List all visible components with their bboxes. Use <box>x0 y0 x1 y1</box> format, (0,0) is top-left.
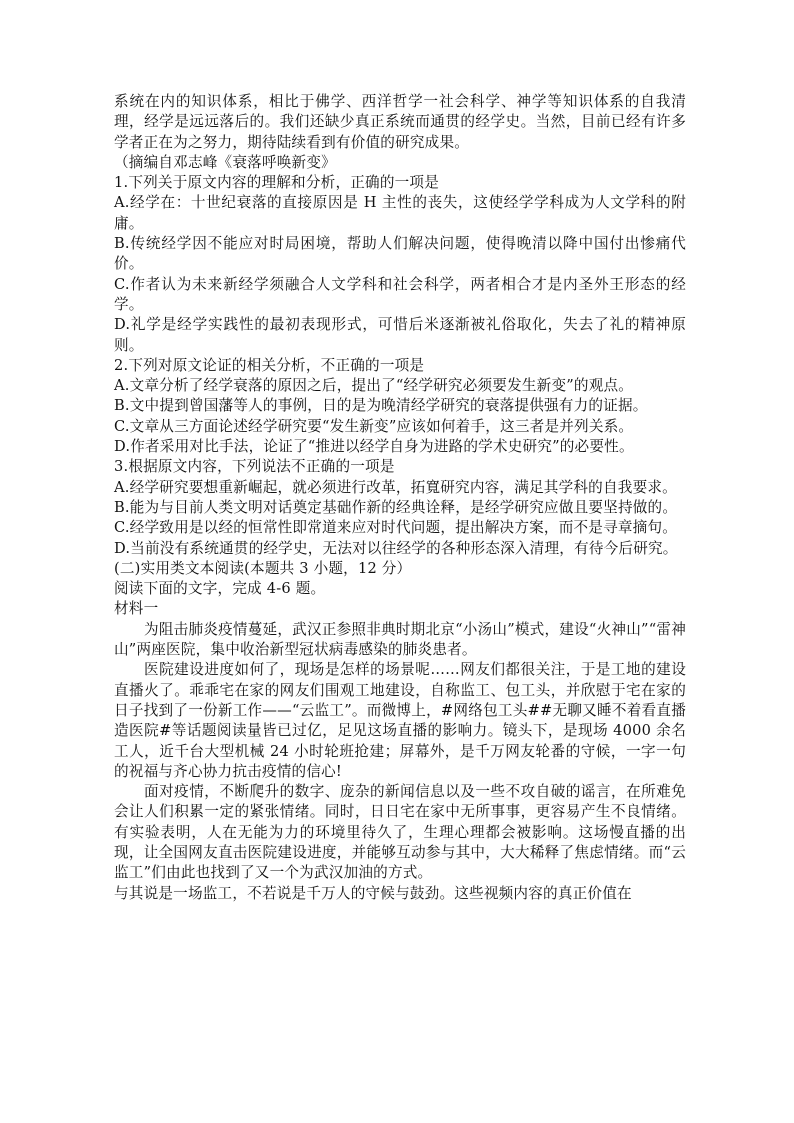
question-stem: 3.根据原文内容，下列说法不正确的一项是 <box>114 458 395 476</box>
question-option-c: C.经学致用是以经的恒常性即常道来应对时代问题，提出解决方案，而不是寻章摘句。 <box>114 519 678 537</box>
question-option-d: D.作者采用对比手法，论证了“推进以经学自身为进路的学术史研究”的必要性。 <box>114 438 634 456</box>
question-stem: 1.下列关于原文内容的理解和分析，正确的一项是 <box>114 174 439 192</box>
question-option-b: B.传统经学因不能应对时局困境，帮助人们解决问题，使得晚清以降中国付出惨痛代价。 <box>114 235 686 273</box>
question-option-d: D.礼学是经学实践性的最初表现形式，可惜后米逐渐被礼俗取化，失去了礼的精神原则。 <box>114 316 686 354</box>
question-option-a: A.经学在：十世纪衰落的直接原因是 H 主性的丧失，这使经学学科成为人文学科的附庸。 <box>114 194 686 232</box>
section-instruction: 阅读下面的文字，完成 4-6 题。 <box>114 580 326 598</box>
question-option-a: A.文章分析了经学衰落的原因之后，提出了“经学研究必须要发生新变”的观点。 <box>114 377 634 395</box>
question-option-a: A.经学研究要想重新崛起，就必须进行改革，拓寬研究内容，满足其学科的自我要求。 <box>114 478 677 496</box>
document-body <box>114 92 686 904</box>
question-3 <box>114 457 686 558</box>
section-heading: (二)实用类文本阅读(本题共 3 小题，12 分） <box>114 559 412 577</box>
question-option-c: C.作者认为未来新经学须融合人文学科和社会科学，两者相合才是内圣外王形态的经学。 <box>114 275 686 313</box>
question-option-d: D.当前没有系统通贯的经学史，无法对以往经学的各种形态深入清理，有待今后研究。 <box>114 539 678 557</box>
article-closing-paragraph: 系统在内的知识体系，相比于佛学、西洋哲学一社会科学、神学等知识体系的自我清理，经学是远远落后的。我们还缺少真正系统而通贯的经学史。当然，目前已经有许多学者正在为之努力，期待陆续看到有价值的研究成果。 <box>114 93 686 151</box>
material-label: 材料一 <box>114 600 159 618</box>
question-option-b: B.文中提到曾国藩等人的事例，日的是为晚清经学研究的衰落提供强有力的证据。 <box>114 397 648 415</box>
question-stem: 2.下列对原文论证的相关分析，不正确的一项是 <box>114 356 425 374</box>
question-1 <box>114 173 686 356</box>
material-paragraph: 面对疫情，不断爬升的数字、庞杂的新闻信息以及一些不攻自破的谣言，在所难免会让人们积累一定的紧张情绪。同时，日日宅在家中无所事事，更容易产生不良情绪。有实验表明，人在无能为力的环境里待久了，生理心理都会被影响。这场慢直播的出现，让全国网友直击医院建设进度，并能够互动参与其中，大大稀释了焦虑情绪。而“云监工”们由此也找到了又一个为武汉加油的方式。 <box>114 783 686 882</box>
article-source-citation: （摘编自邓志峰《衰落呼唤新变》 <box>114 153 336 171</box>
material-paragraph: 医院建设进度如何了，现场是怎样的场景呢……网友们都很关注，于是工地的建设直播火了。乖乖宅在家的网友们围观工地建设，自称监工、包工头，并欣慰于宅在家的日子找到了一份新工作——“云监工”。而微博上，#网络包工头##无聊又睡不着看直播造医院#等话题阅读量皆已过亿，足见这场直播的影响力。镜头下，是现场 4000 余名工人，近千台大型机械 24 小时轮班抢建；屏幕外，是千万网友轮番的守候，一字一句的祝福与齐心协力抗击疫情的信心! <box>114 661 686 780</box>
material-paragraph-continued: 与其说是一场监工，不若说是千万人的守候与鼓劲。这些视频内容的真正价值在 <box>114 884 632 902</box>
question-2 <box>114 356 686 457</box>
question-option-c: C.文章从三方面论述经学研究要“发生新变”应该如何着手，这三者是并列关系。 <box>114 417 634 435</box>
material-paragraph: 为阻击肺炎疫情蔓延，武汉正参照非典时期北京“小汤山”模式，建设“火神山”“雷神山”两座医院，集中收治新型冠状病毒感染的肺炎患者。 <box>114 620 686 659</box>
question-option-b: B.能为与目前人类文明对话奠定基础作新的经典诠释，是经学研究应做且要坚持做的。 <box>114 498 678 516</box>
